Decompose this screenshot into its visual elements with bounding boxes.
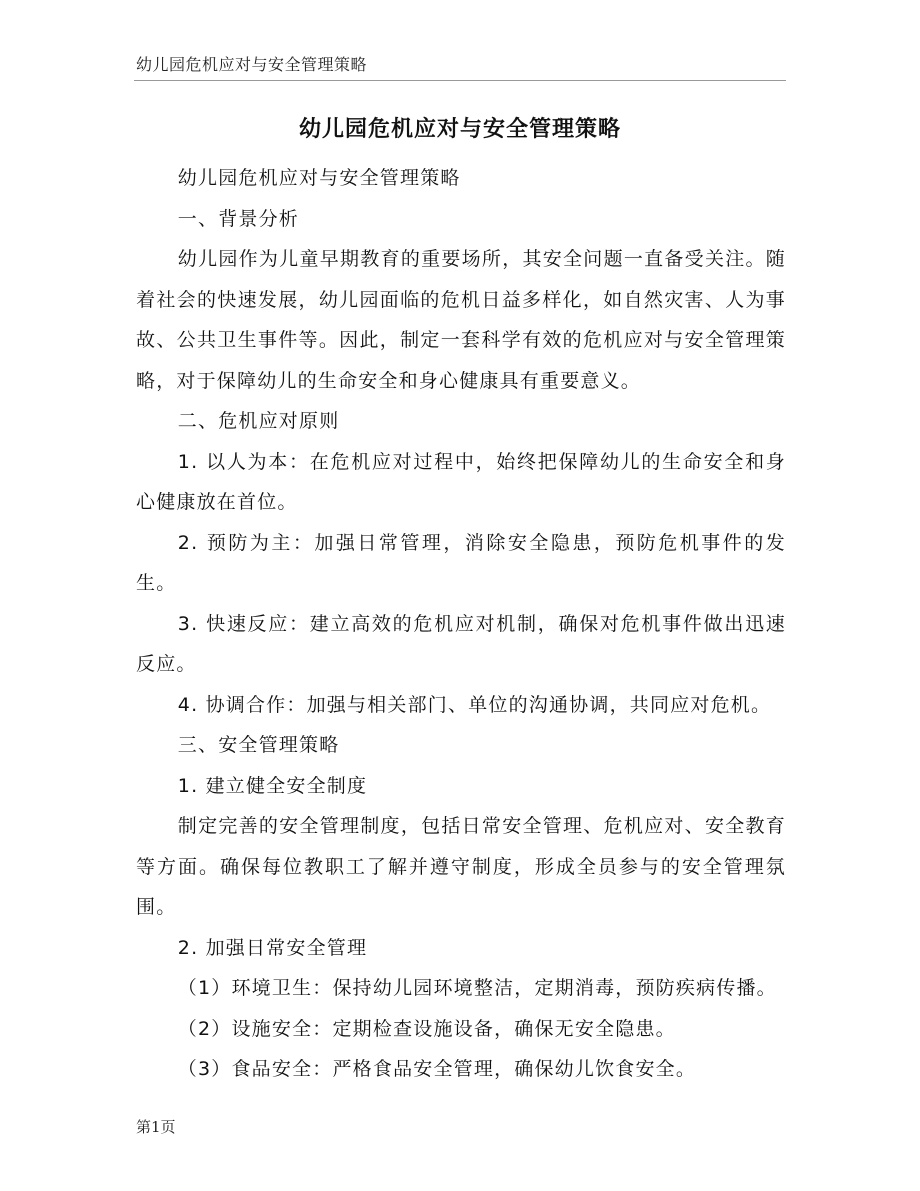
running-header: 幼儿园危机应对与安全管理策略: [136, 55, 368, 74]
subsection-heading: 2. 加强日常安全管理: [177, 936, 368, 959]
section-heading-background: 一、背景分析: [177, 207, 299, 230]
principle-item: 3. 快速反应：建立高效的危机应对机制，确保对危机事件做出迅速反应。: [136, 612, 786, 675]
page-number: 第1页: [136, 1118, 176, 1136]
principle-item: 2. 预防为主：加强日常管理，消除安全隐患，预防危机事件的发生。: [136, 531, 786, 594]
body-paragraph: 制定完善的安全管理制度，包括日常安全管理、危机应对、安全教育等方面。确保每位教职工了解并遵守制度，形成全员参与的安全管理氛围。: [136, 815, 786, 918]
body-paragraph: 幼儿园作为儿童早期教育的重要场所，其安全问题一直备受关注。随着社会的快速发展，幼儿园面临的危机日益多样化，如自然灾害、人为事故、公共卫生事件等。因此，制定一套科学有效的危机应对与安全管理策略，对于保障幼儿的生命安全和身心健康具有重要意义。: [136, 248, 786, 392]
principle-item: 4. 协调合作：加强与相关部门、单位的沟通协调，共同应对危机。: [177, 693, 772, 716]
subtitle-paragraph: 幼儿园危机应对与安全管理策略: [177, 167, 461, 189]
document-body: [136, 158, 786, 1090]
list-item: （2）设施安全：定期检查设施设备，确保无安全隐患。: [177, 1017, 676, 1040]
section-heading-strategy: 三、安全管理策略: [177, 734, 340, 756]
document-title: 幼儿园危机应对与安全管理策略: [298, 117, 621, 142]
subsection-heading: 1. 建立健全安全制度: [177, 774, 368, 797]
header-divider: [134, 80, 786, 81]
list-item: （1）环境卫生：保持幼儿园环境整洁，定期消毒，预防疾病传播。: [177, 977, 777, 999]
section-heading-principles: 二、危机应对原则: [177, 410, 340, 432]
principle-item: 1. 以人为本：在危机应对过程中，始终把保障幼儿的生命安全和身心健康放在首位。: [136, 450, 786, 513]
list-item: （3）食品安全：严格食品安全管理，确保幼儿饮食安全。: [177, 1058, 697, 1080]
